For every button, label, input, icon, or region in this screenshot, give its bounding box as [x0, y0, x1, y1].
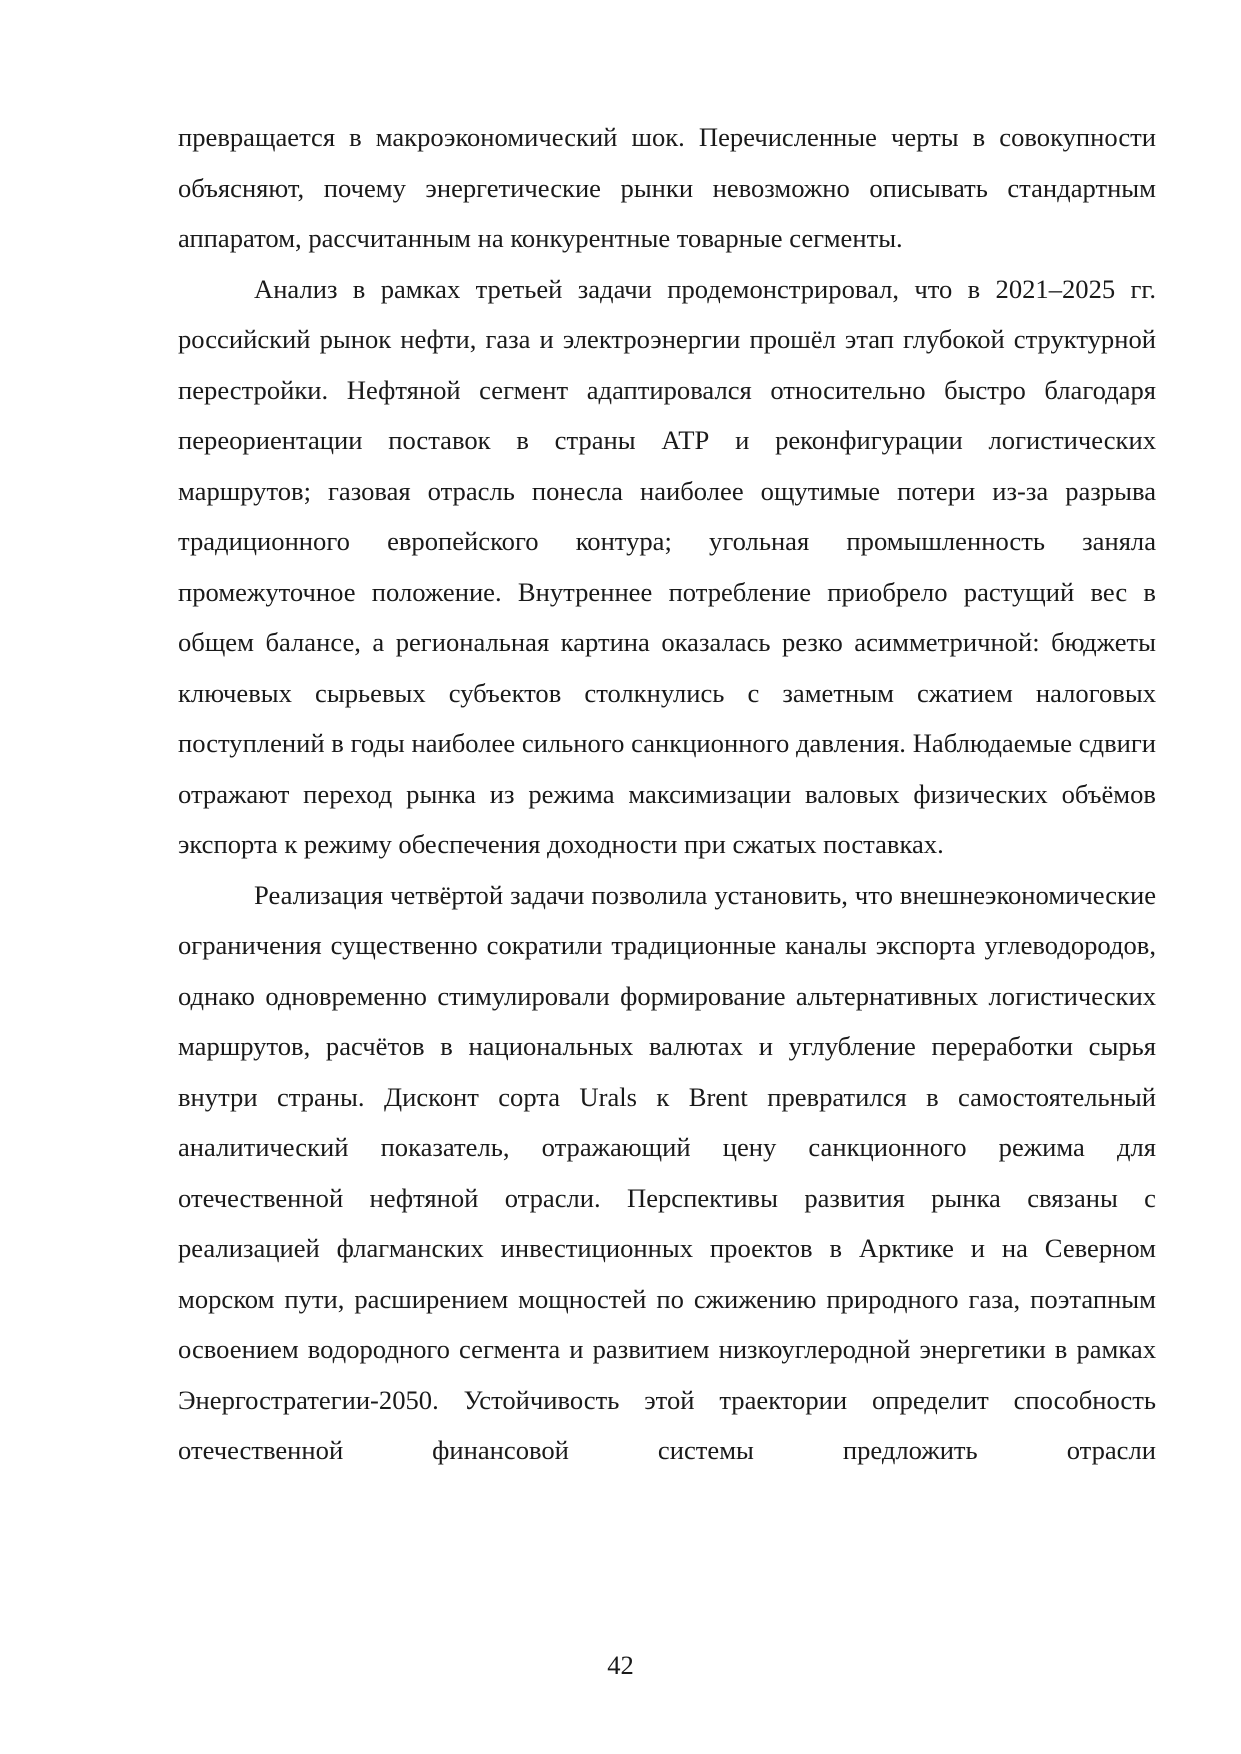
paragraph-1: превращается в макроэкономический шок. Перечисленные черты в совокупности объясняют, почему энергетические рынки невозможно описывать стандартным аппаратом, рассчитанным на конкурентные товарные сегменты. [178, 122, 1156, 253]
body-text [178, 112, 1156, 1476]
paragraph-3: Реализация четвёртой задачи позволила установить, что внешнеэкономические ограничения существенно сократили традиционные каналы экспорта углеводородов, однако одновременно стимулировали формирование альтернативных логистических маршрутов, расчётов в национальных валютах и углубление переработки сырья внутри страны. Дисконт сорта Urals к Brent превратился в самостоятельный аналитический показатель, отражающий цену санкционного режима для отечественной нефтяной отрасли. Перспективы развития рынка связаны с реализацией флагманских инвестиционных проектов в Арктике и на Северном морском пути, расширением мощностей по сжижению природного газа, поэтапным освоением водородного сегмента и развитием низкоуглеродной энергетики в рамках Энергостратегии-2050. Устойчивость этой траектории определит способность отечественной финансовой системы предложить отрасли [178, 879, 1156, 1465]
paragraph-2: Анализ в рамках третьей задачи продемонстрировал, что в 2021–2025 гг. российский рынок нефти, газа и электроэнергии прошёл этап глубокой структурной перестройки. Нефтяной сегмент адаптировался относительно быстро благодаря переориентации поставок в страны АТР и реконфигурации логистических маршрутов; газовая отрасль понесла наиболее ощутимые потери из-за разрыва традиционного европейского контура; угольная промышленность заняла промежуточное положение. Внутреннее потребление приобрело растущий вес в общем балансе, а региональная картина оказалась резко асимметричной: бюджеты ключевых сырьевых субъектов столкнулись с заметным сжатием налоговых поступлений в годы наиболее сильного санкционного давления. Наблюдаемые сдвиги отражают переход рынка из режима максимизации валовых физических объёмов экспорта к режиму обеспечения доходности при сжатых поставках. [178, 273, 1156, 859]
page-number: 42 [607, 1650, 634, 1680]
